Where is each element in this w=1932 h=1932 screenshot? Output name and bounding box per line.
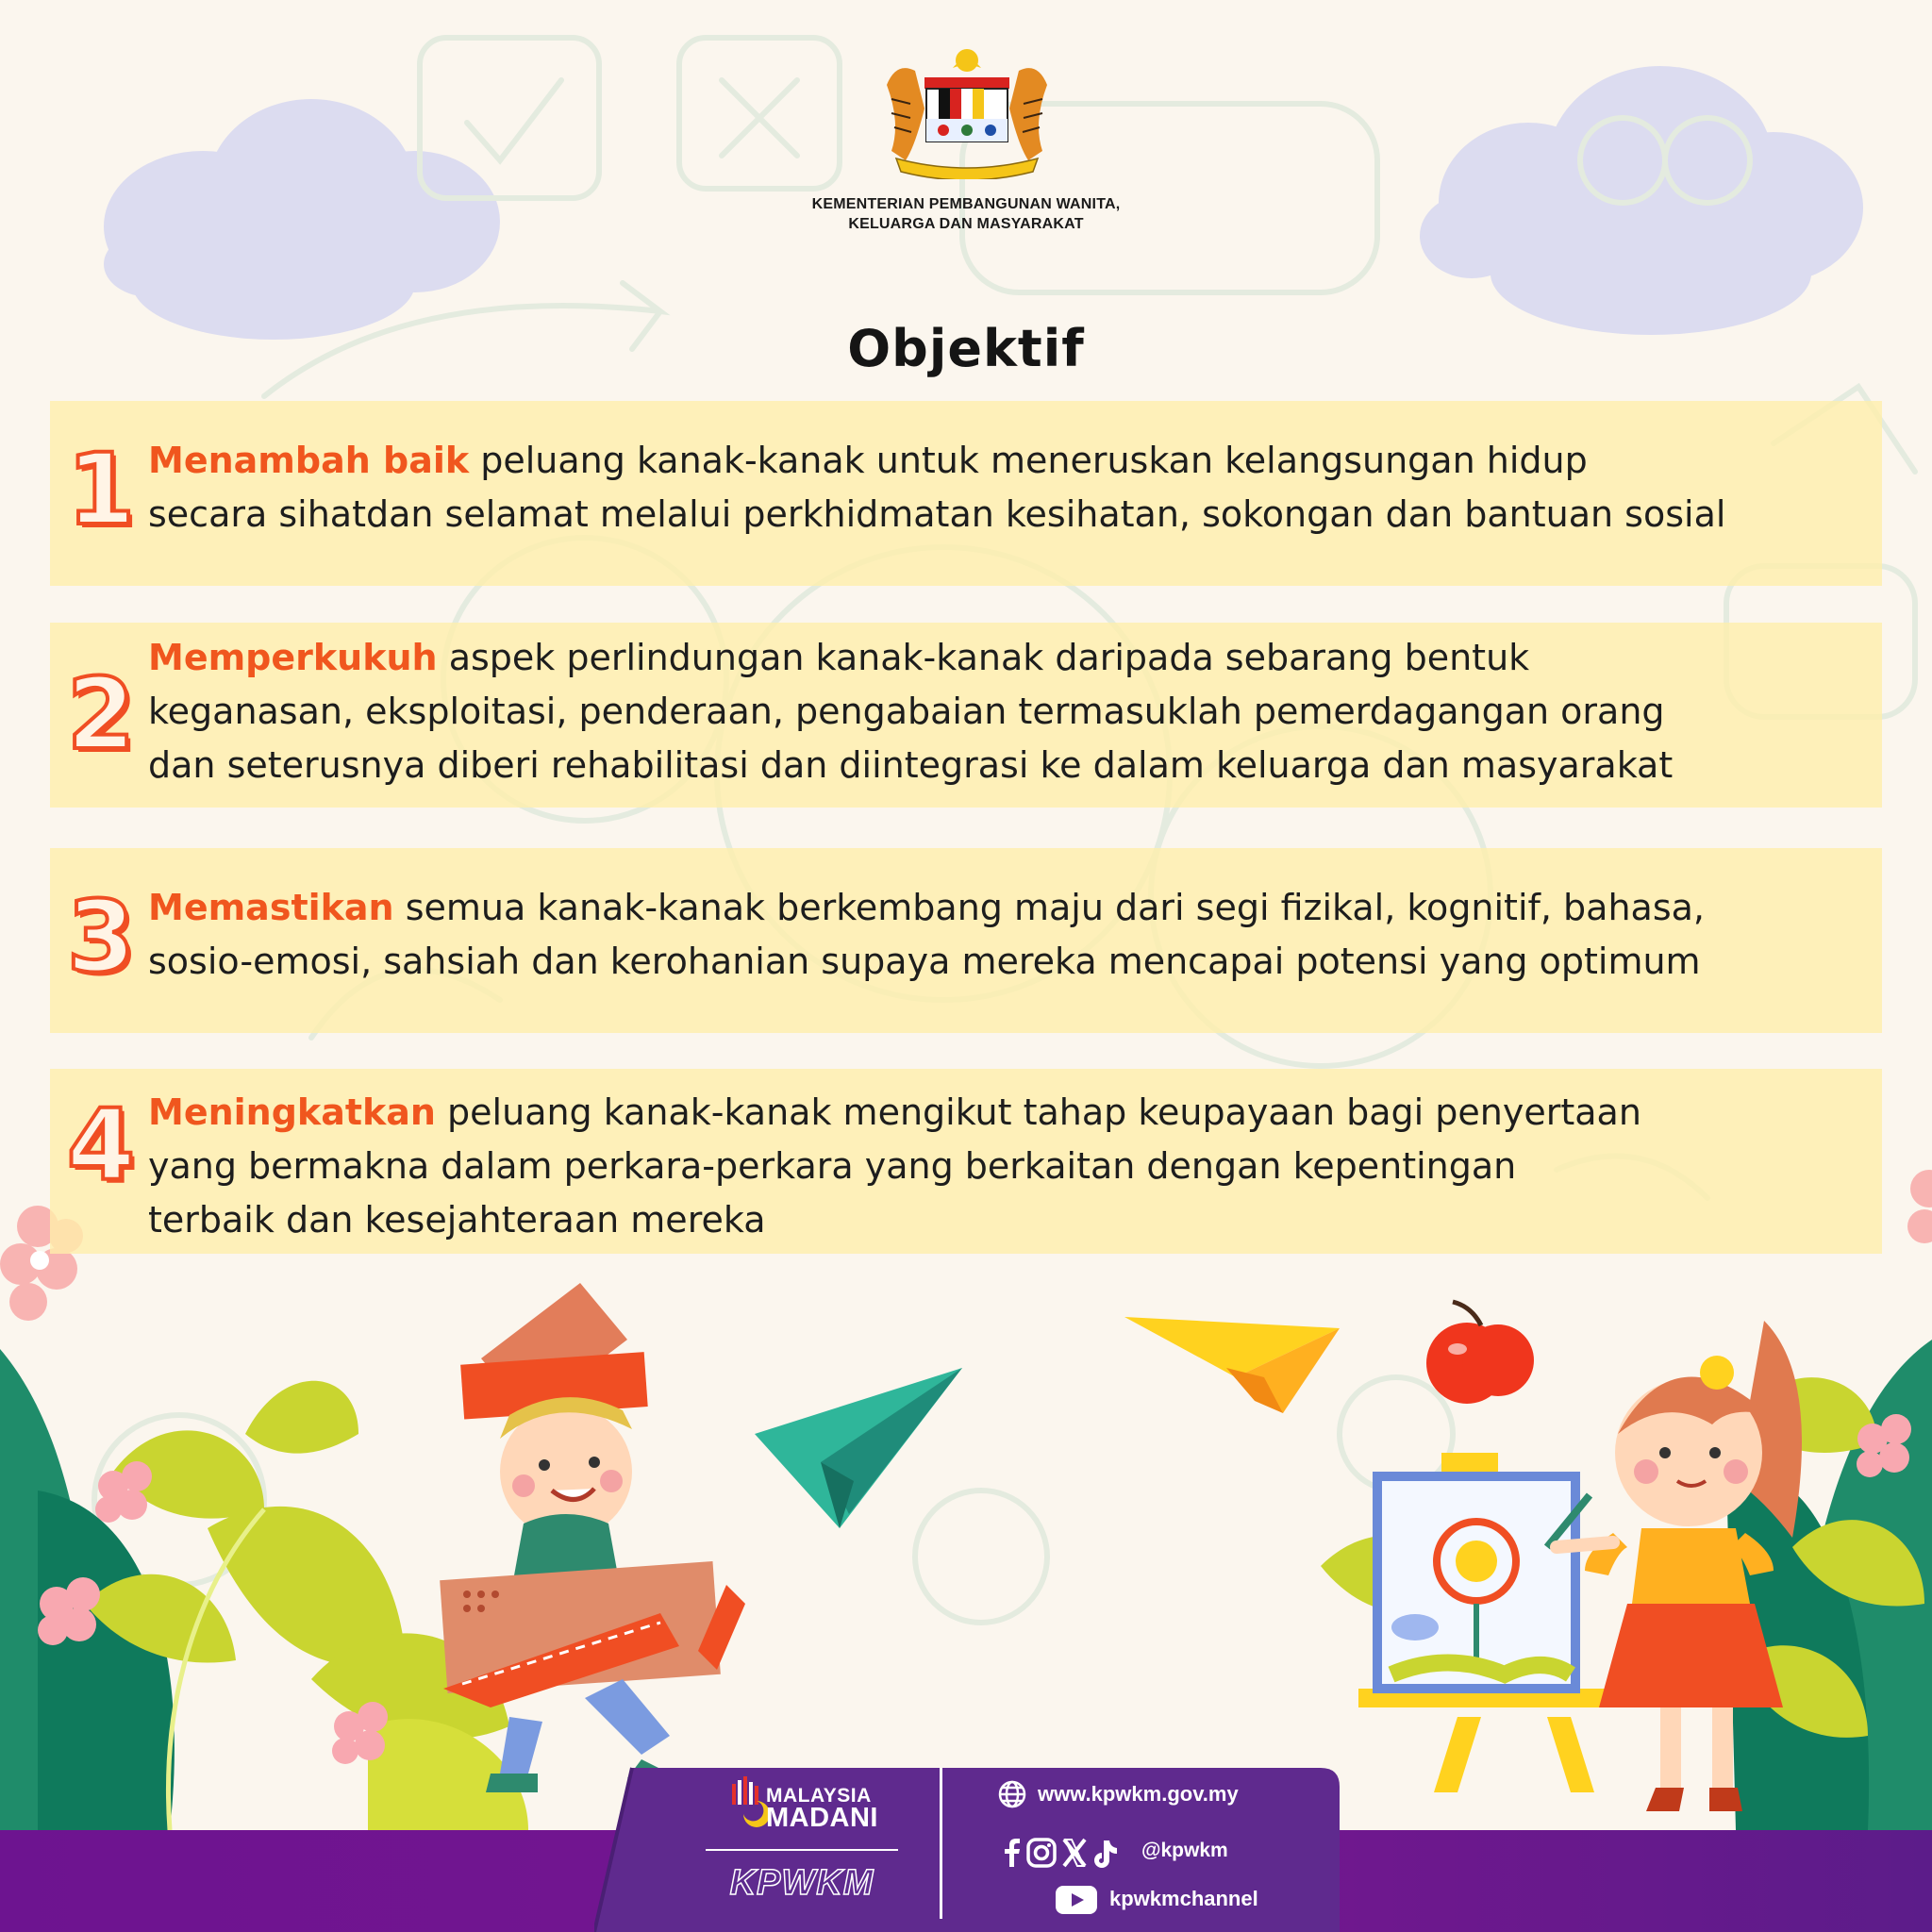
objective-text xyxy=(148,881,1844,989)
objective-item-3 xyxy=(50,848,1882,1033)
malaysia-madani-line-2: MADANI xyxy=(766,1803,878,1833)
flower-right-edge xyxy=(1907,1170,1932,1243)
objective-number: 3 xyxy=(66,879,136,994)
objective-line-1 xyxy=(148,434,1844,488)
coat-of-arms-logo xyxy=(868,47,1066,179)
footer-divider-vertical xyxy=(940,1768,942,1919)
website-link[interactable]: www.kpwkm.gov.my xyxy=(1038,1782,1239,1806)
facebook-icon xyxy=(1005,1839,1020,1867)
objective-line-1-rest: aspek perlindungan kanak-kanak daripada sebarang bentuk xyxy=(437,637,1530,678)
footer-divider-horizontal xyxy=(706,1849,898,1851)
youtube-channel-link[interactable]: kpwkmchannel xyxy=(1109,1887,1258,1910)
page-title: Objektif xyxy=(847,319,1085,378)
objective-line-3: dan seterusnya diberi rehabilitasi dan diintegrasi ke dalam keluarga dan masyarakat xyxy=(148,744,1674,786)
youtube-icon xyxy=(1055,1885,1098,1915)
objective-line-2: secara sihatdan selamat melalui perkhidmatan kesihatan, sokongan dan bantuan sosial xyxy=(148,493,1726,535)
objective-text xyxy=(148,434,1844,541)
social-icons-group xyxy=(998,1837,1134,1869)
malaysia-madani-line-1: MALAYSIA xyxy=(766,1785,872,1807)
cloud-left xyxy=(104,99,500,340)
ministry-line-1: KEMENTERIAN PEMBANGUNAN WANITA, xyxy=(811,196,1121,212)
globe-icon xyxy=(997,1779,1027,1809)
kpwkm-logo-text: KPWKM xyxy=(729,1863,874,1903)
objective-highlight: Meningkatkan xyxy=(148,1091,436,1133)
paper-plane-yellow xyxy=(1124,1317,1340,1413)
objective-text xyxy=(148,631,1844,792)
paper-plane-green xyxy=(755,1368,962,1528)
objective-text xyxy=(148,1086,1844,1247)
objective-highlight: Menambah baik xyxy=(148,440,470,481)
objective-line-2: keganasan, eksploitasi, penderaan, pengabaian termasuklah pemerdagangan orang xyxy=(148,691,1665,732)
objective-line-1 xyxy=(148,881,1844,935)
social-handle[interactable]: @kpwkm xyxy=(1141,1840,1228,1861)
objective-line-2: sosio-emosi, sahsiah dan kerohanian supaya mereka mencapai potensi yang optimum xyxy=(148,941,1701,982)
objective-line-1 xyxy=(148,1086,1844,1140)
instagram-icon xyxy=(1028,1840,1055,1866)
objective-line-1 xyxy=(148,631,1844,685)
objective-item-4 xyxy=(50,1069,1882,1254)
objective-number: 1 xyxy=(66,432,136,547)
objective-line-3: terbaik dan kesejahteraan mereka xyxy=(148,1199,766,1241)
objective-number: 4 xyxy=(66,1088,136,1203)
apple xyxy=(1426,1302,1534,1404)
objective-line-1-rest: peluang kanak-kanak mengikut tahap keupayaan bagi penyertaan xyxy=(435,1091,1641,1133)
ministry-name xyxy=(683,194,1249,234)
objective-line-1-rest: semua kanak-kanak berkembang maju dari segi fizikal, kognitif, bahasa, xyxy=(393,887,1705,928)
objective-highlight: Memperkukuh xyxy=(148,637,438,678)
x-icon xyxy=(1064,1840,1085,1866)
objective-highlight: Memastikan xyxy=(148,887,394,928)
objective-number: 2 xyxy=(66,657,136,772)
objective-item-2 xyxy=(50,623,1882,808)
tiktok-icon xyxy=(1094,1840,1117,1868)
objective-line-1-rest: peluang kanak-kanak untuk meneruskan kelangsungan hidup xyxy=(469,440,1588,481)
ministry-line-2: KELUARGA DAN MASYARAKAT xyxy=(848,216,1084,232)
objective-item-1 xyxy=(50,401,1882,586)
objective-line-2: yang bermakna dalam perkara-perkara yang berkaitan dengan kepentingan xyxy=(148,1145,1517,1187)
